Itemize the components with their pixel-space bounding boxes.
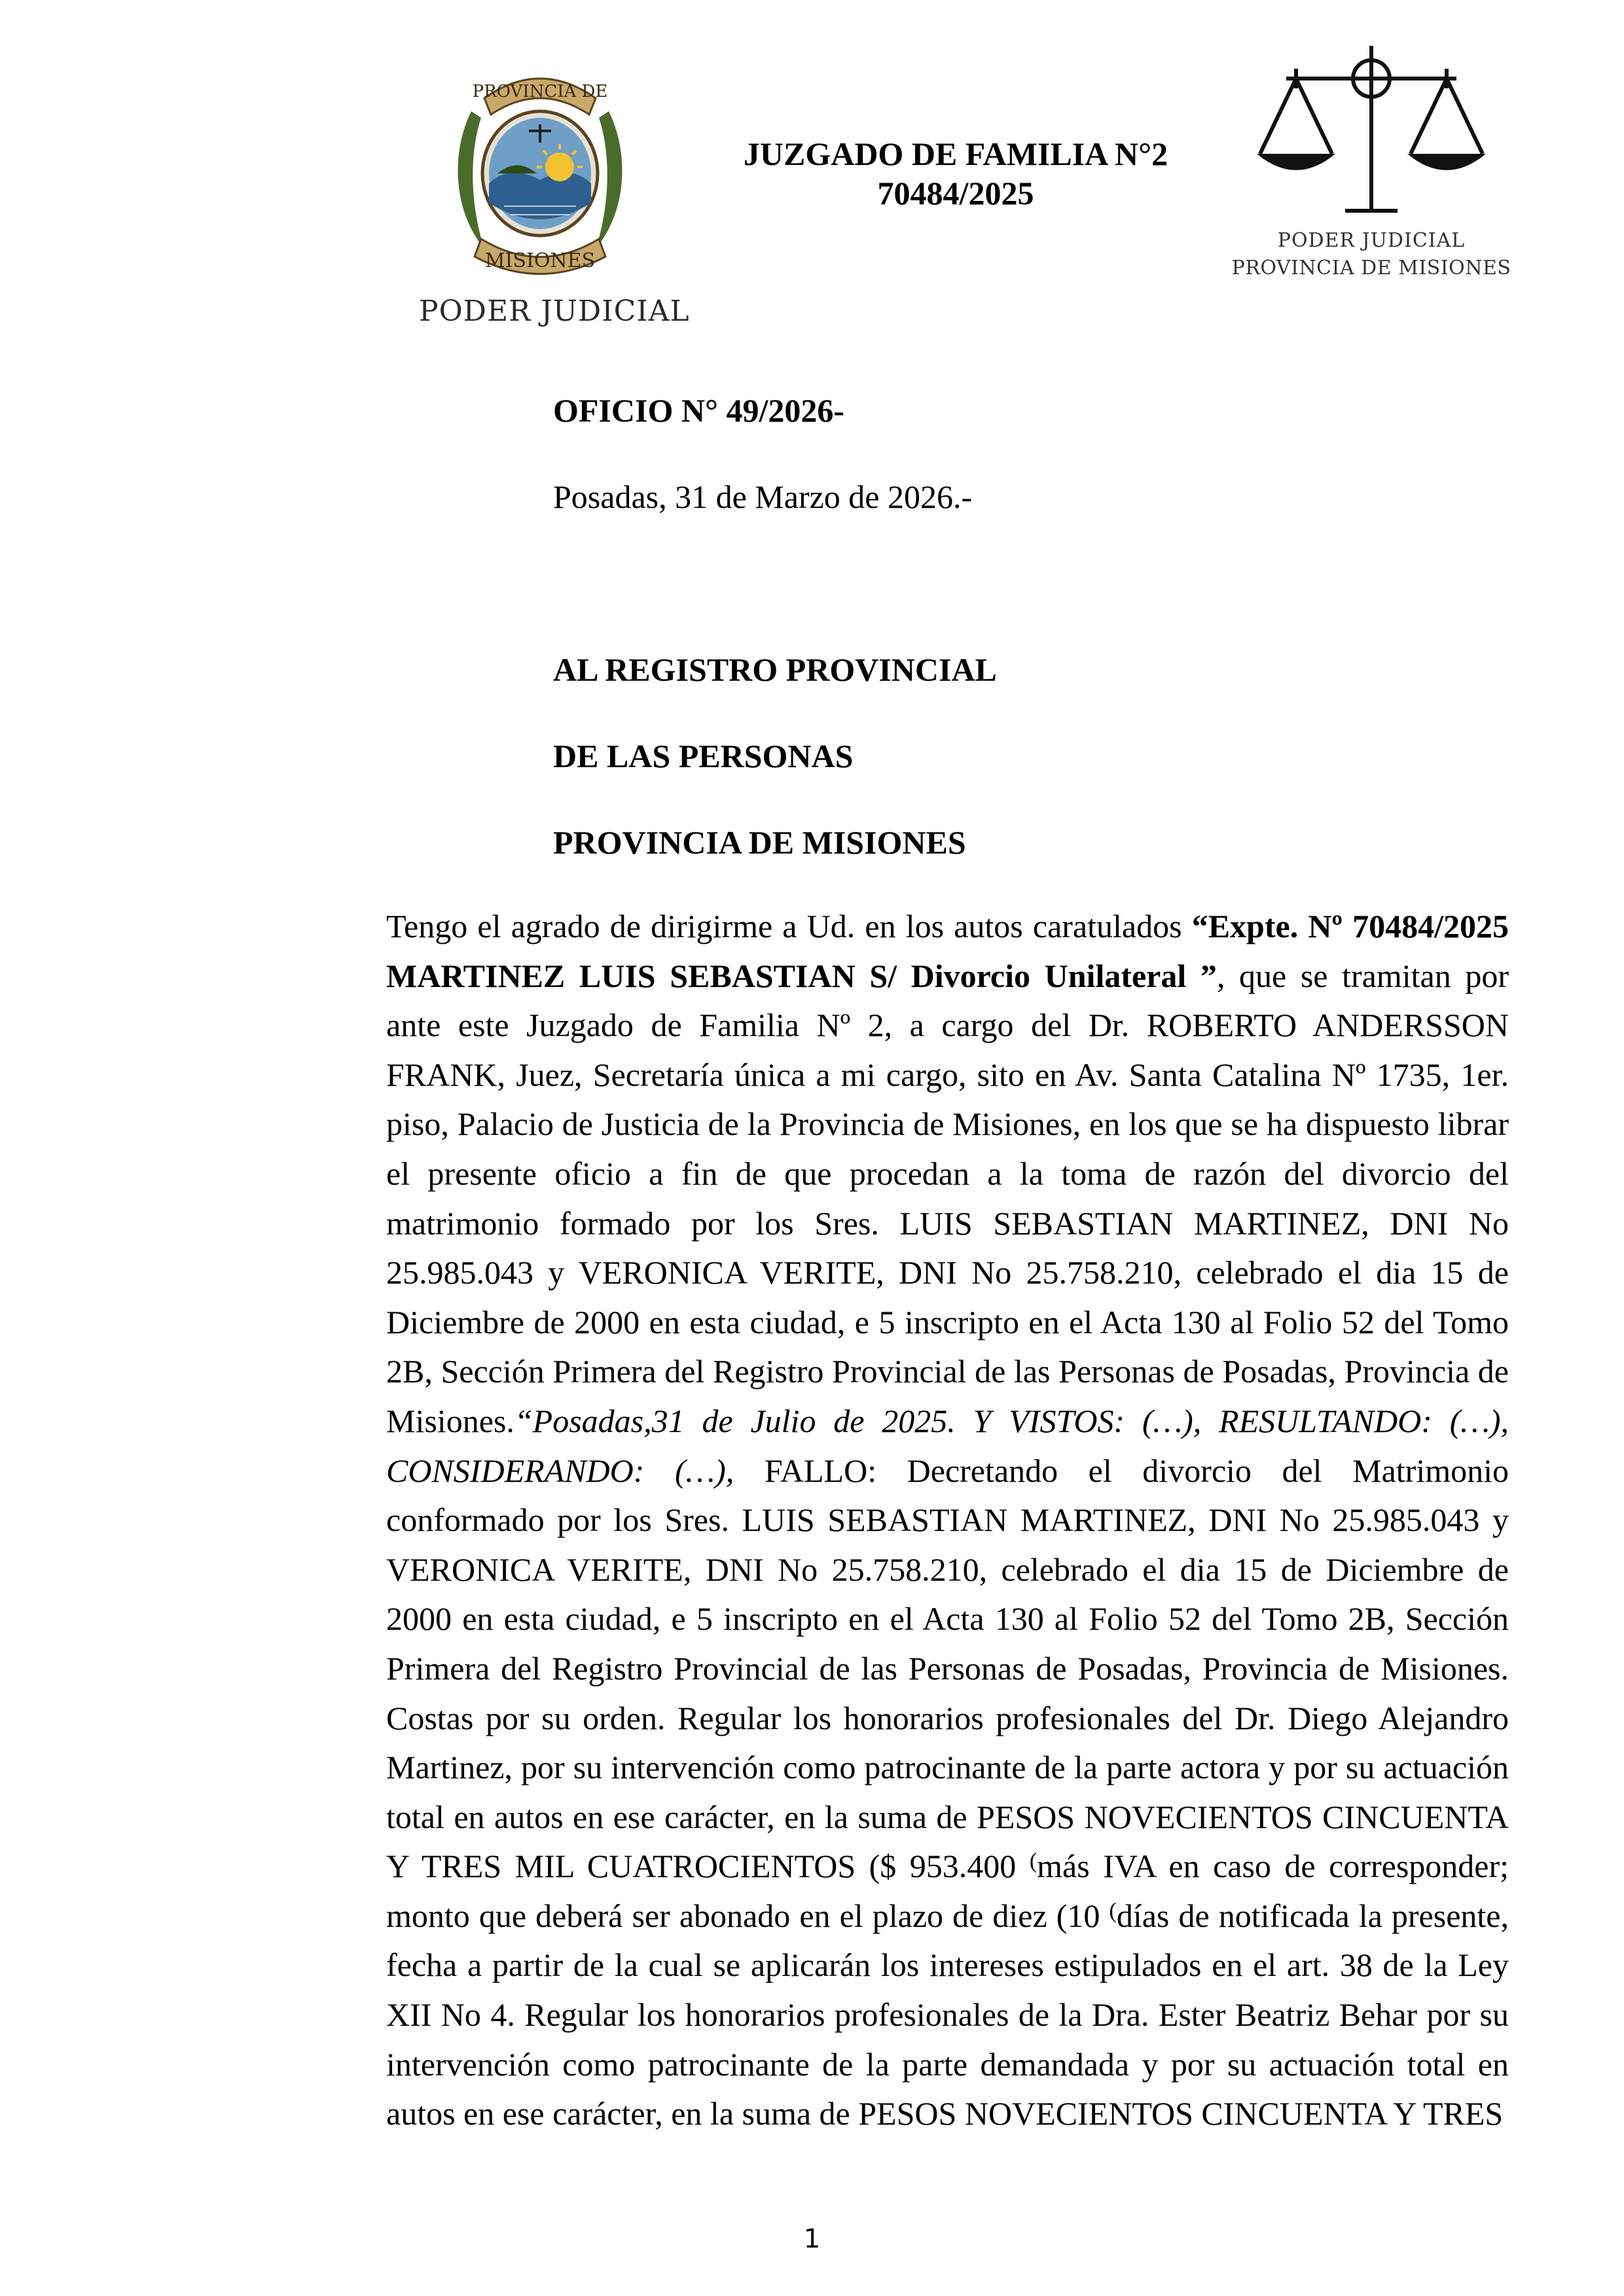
document-header — [694, 134, 1218, 213]
poder-judicial-seal-logo — [419, 52, 690, 328]
date-line: Posadas, 31 de Marzo de 2026.- — [553, 478, 973, 515]
superscript-paren-1: ( — [1029, 1849, 1038, 1874]
court-name: JUZGADO DE FAMILIA N°2 — [743, 135, 1168, 172]
right-logo-caption-line2: PROVINCIA DE MISIONES — [1231, 257, 1511, 279]
oficio-number: OFICIO N° 49/2026- — [553, 392, 844, 429]
page-number: 1 — [803, 2224, 821, 2254]
scales-of-justice-icon — [1247, 39, 1496, 223]
seal-bottom-text: MISIONES — [484, 249, 596, 272]
recipient-line-3: PROVINCIA DE MISIONES — [553, 824, 966, 861]
body-text-1: , que se tramitan por ante este Juzgado de Familia Nº 2, a cargo del Dr. ROBERTO ANDERSSON FRANK, Juez, Secretaría única a mi cargo, sito en Av. Santa Catalina Nº 1735, 1er. piso, Palacio de Justicia de la Provincia de Misiones, en los que se ha dispuesto librar el presente oficio a fin de que procedan a la toma de razón del divorcio del matrimonio formado por los Sres. LUIS SEBASTIAN MARTINEZ, DNI No 25.985.043 y VERONICA VERITE, DNI No 25.758.210, celebrado el dia 15 de Diciembre de 2000 en esta ciudad, e 5 inscripto en el Acta 130 al Folio 52 del Tomo 2B, Sección Primera del Registro Provincial de las Personas de Posadas, Provincia de Misiones. — [386, 957, 1509, 1439]
body-intro: Tengo el agrado de dirigirme a Ud. en los autos caratulados — [386, 908, 1192, 944]
misiones-seal-icon — [445, 52, 635, 288]
case-number: 70484/2025 — [877, 175, 1034, 211]
resolution-quote: “Posadas,31 de Julio de 2025. Y VISTOS: (…), RESULTANDO: (…), CONSIDERANDO: (…), — [386, 1402, 1509, 1489]
right-logo-caption-line1: PODER JUDICIAL — [1277, 229, 1466, 252]
poder-judicial-scales-logo — [1231, 39, 1512, 288]
body-text-4: días de notificada la presente, fecha a partir de la cual se aplicarán los intereses estipulados en el art. 38 de la Ley XII No 4. Regular los honorarios profesionales de la Dra. Ester Beatriz Behar por su intervención como patrocinante de la parte demandada y por su actuación total en autos en ese carácter, en la suma de PESOS NOVECIENTOS CINCUENTA Y TRES — [386, 1897, 1509, 2132]
case-caption: “Expte. Nº 70484/2025 MARTINEZ LUIS SEBASTIAN S/ Divorcio Unilateral ” — [386, 908, 1509, 994]
superscript-paren-2: ( — [1109, 1898, 1117, 1923]
body-text-2: FALLO: Decretando el divorcio del Matrimonio conformado por los Sres. LUIS SEBASTIAN MARTINEZ, DNI No 25.985.043 y VERONICA VERITE, DNI No 25.758.210, celebrado el dia 15 de Diciembre de 2000 en esta ciudad, e 5 inscripto en el Acta 130 al Folio 52 del Tomo 2B, Sección Primera del Registro Provincial de las Personas de Posadas, Provincia de Misiones. Costas por su orden. Regular los honorarios profesionales del Dr. Diego Alejandro Martinez, por su intervención como patrocinante de la parte actora y por su actuación total en autos en ese carácter, en la suma de PESOS NOVECIENTOS CINCUENTA Y TRES MIL CUATROCIENTOS ($ 953.400 — [386, 1452, 1509, 1885]
recipient-line-1: AL REGISTRO PROVINCIAL — [553, 651, 997, 688]
recipient-line-2: DE LAS PERSONAS — [553, 738, 854, 774]
left-logo-caption: PODER JUDICIAL — [419, 295, 690, 328]
body-text-3: más IVA en caso de corresponder; monto que deberá ser abonado en el plazo de diez (10 — [386, 1848, 1509, 1934]
seal-top-text: PROVINCIA DE — [472, 82, 608, 101]
body-paragraph — [386, 902, 1509, 2139]
